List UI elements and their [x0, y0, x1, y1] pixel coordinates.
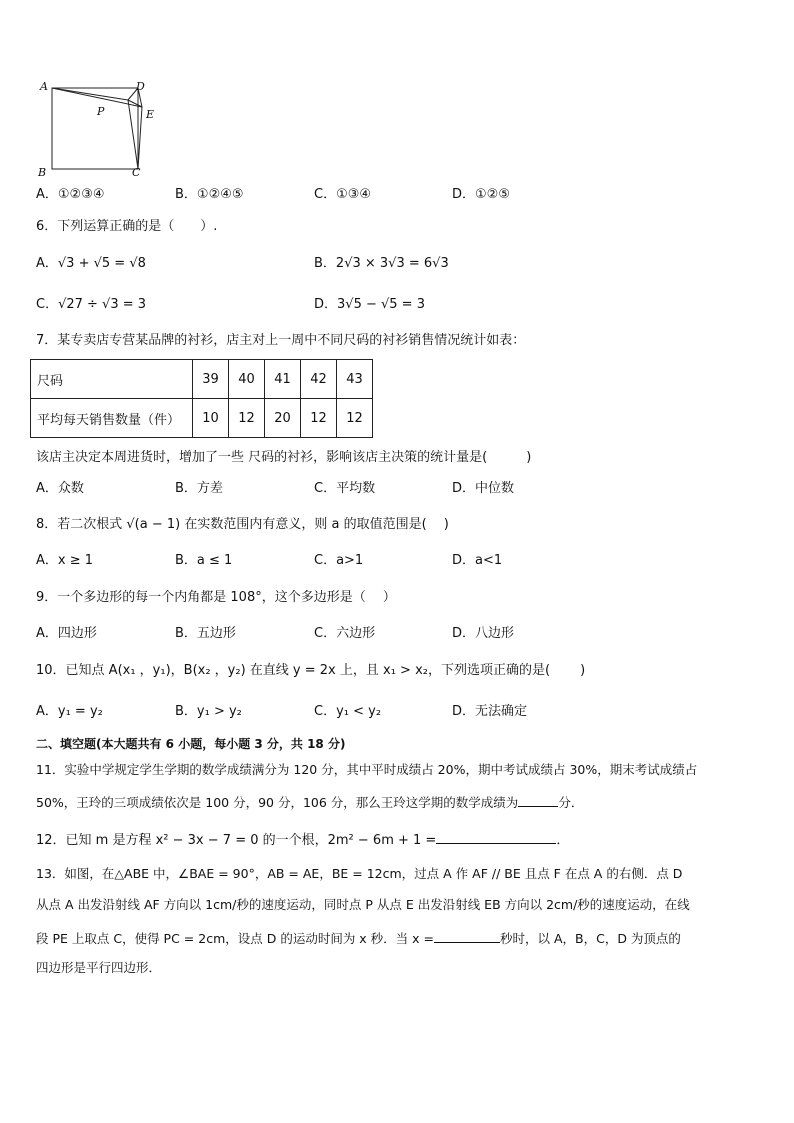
- q5-option-b[interactable]: B．①②④⑤: [175, 187, 244, 202]
- q11-unit: 分．: [558, 795, 584, 810]
- row-header-size: 尺码: [31, 360, 193, 399]
- table-cell: 12: [337, 399, 373, 438]
- table-cell: 42: [301, 360, 337, 399]
- q7-option-b[interactable]: B．方差: [175, 481, 223, 496]
- q8-stem: 8．若二次根式 √(a − 1) 在实数范围内有意义，则 a 的取值范围是( ): [36, 517, 449, 532]
- q5-option-c[interactable]: C．①③④: [314, 187, 372, 202]
- q7-question: 该店主决定本周进货时，增加了一些 尺码的衬衫，影响该店主决策的统计量是( ): [36, 450, 532, 465]
- q11-line2: [36, 792, 583, 812]
- q6-option-d[interactable]: D．3√5 − √5 = 3: [314, 297, 425, 312]
- row-header-sales: 平均每天销售数量（件）: [31, 399, 193, 438]
- q13-line3: [36, 928, 681, 948]
- table-cell: 39: [193, 360, 229, 399]
- q13-line1: 13．如图，在△ABE 中，∠BAE = 90°，AB = AE，BE = 12cm，过点 A 作 AF // BE 且点 F 在点 A 的右侧．点 D: [36, 866, 683, 881]
- q13-text: 段 PE 上取点 C，使得 PC = 2cm，设点 D 的运动时间为 x 秒．当 x =: [36, 931, 434, 946]
- q13-line2: 从点 A 出发沿射线 AF 方向以 1cm/秒的速度运动，同时点 P 从点 E 出发沿射线 EB 方向以 2cm/秒的速度运动，在线: [36, 897, 690, 912]
- q10-stem: 10．已知点 A(x₁ ，y₁)，B(x₂ ，y₂) 在直线 y = 2x 上，且 x₁ > x₂，下列选项正确的是( ): [36, 663, 586, 678]
- q12-text: 12．已知 m 是方程 x² − 3x − 7 = 0 的一个根，2m² − 6m + 1 =: [36, 833, 437, 848]
- segment-pc: [128, 100, 138, 169]
- size-sales-table: [30, 359, 373, 438]
- q7-option-a[interactable]: A．众数: [36, 481, 84, 496]
- square-geometry-figure: [30, 78, 170, 188]
- section-heading: 二、填空题(本大题共有 6 小题，每小题 3 分，共 18 分): [36, 737, 346, 751]
- table-cell: 41: [265, 360, 301, 399]
- q13-text-after: 秒时，以 A，B，C，D 为顶点的: [499, 931, 681, 946]
- q9-option-d[interactable]: D．八边形: [452, 626, 515, 641]
- table-cell: 40: [229, 360, 265, 399]
- table-cell: 10: [193, 399, 229, 438]
- q8-option-a[interactable]: A．x ≥ 1: [36, 553, 94, 568]
- table-cell: 43: [337, 360, 373, 399]
- q12-line: [36, 829, 569, 850]
- q13-answer-blank[interactable]: [434, 928, 500, 943]
- segment-ec: [138, 107, 142, 169]
- q11-text: 50%，王玲的三项成绩依次是 100 分，90 分，106 分，那么王玲这学期的数学成绩为: [36, 795, 519, 810]
- segment-ap: [52, 88, 128, 100]
- q7-stem: 7．某专卖店专营某品牌的衬衫，店主对上一周中不同尺码的衬衫销售情况统计如表：: [36, 333, 526, 348]
- q8-option-b[interactable]: B．a ≤ 1: [175, 553, 233, 568]
- q11-line1: 11．实验中学规定学生学期的数学成绩满分为 120 分，其中平时成绩占 20%，期中考试成绩占 30%，期末考试成绩占: [36, 762, 698, 777]
- q13-line4: 四边形是平行四边形．: [36, 960, 162, 975]
- table-cell: 12: [229, 399, 265, 438]
- q9-option-c[interactable]: C．六边形: [314, 626, 376, 641]
- q12-end: ．: [556, 833, 570, 848]
- q5-option-d[interactable]: D．①②⑤: [452, 187, 510, 202]
- q7-option-d[interactable]: D．中位数: [452, 481, 515, 496]
- q6-option-c[interactable]: C．√27 ÷ √3 = 3: [36, 297, 147, 312]
- table-cell: 20: [265, 399, 301, 438]
- q12-answer-blank[interactable]: [436, 829, 556, 844]
- table-row: [31, 399, 373, 438]
- q6-option-b[interactable]: B．2√3 × 3√3 = 6√3: [314, 256, 449, 271]
- q7-option-c[interactable]: C．平均数: [314, 481, 376, 496]
- q10-option-a[interactable]: A．y₁ = y₂: [36, 704, 103, 719]
- label-p: P: [97, 105, 105, 118]
- q8-option-c[interactable]: C．a>1: [314, 553, 364, 568]
- label-d: D: [136, 80, 145, 93]
- q10-option-c[interactable]: C．y₁ < y₂: [314, 704, 382, 719]
- q5-option-a[interactable]: A．①②③④: [36, 187, 105, 202]
- q9-stem: 9．一个多边形的每一个内角都是 108°，这个多边形是（ ）: [36, 590, 396, 605]
- label-c: C: [132, 166, 141, 179]
- q6-option-a[interactable]: A．√3 + √5 = √8: [36, 256, 146, 271]
- table-cell: 12: [301, 399, 337, 438]
- q11-answer-blank[interactable]: [518, 792, 558, 807]
- label-b: B: [38, 166, 47, 179]
- q9-option-a[interactable]: A．四边形: [36, 626, 97, 641]
- q9-option-b[interactable]: B．五边形: [175, 626, 236, 641]
- label-a: A: [40, 80, 48, 93]
- q6-stem: 6．下列运算正确的是（ ）.: [36, 219, 218, 234]
- q8-option-d[interactable]: D．a<1: [452, 553, 503, 568]
- table-row: [31, 360, 373, 399]
- q10-option-d[interactable]: D．无法确定: [452, 704, 528, 719]
- q10-option-b[interactable]: B．y₁ > y₂: [175, 704, 242, 719]
- label-e: E: [146, 108, 155, 121]
- square-abcd: [52, 88, 138, 169]
